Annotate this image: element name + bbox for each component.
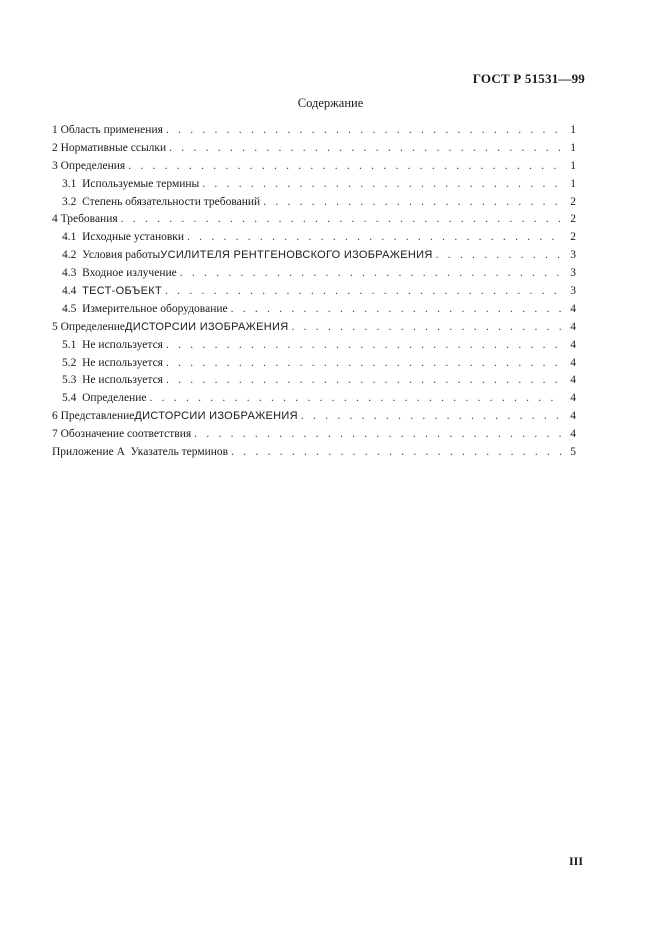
toc-entry-term: УСИЛИТЕЛЯ РЕНТГЕНОВСКОГО ИЗОБРАЖЕНИЯ <box>160 249 433 262</box>
toc-entry-label: Представление <box>60 410 135 423</box>
toc-entry-4-3[interactable] <box>52 265 576 283</box>
dot-leader <box>187 229 562 247</box>
toc-entry-number: 3.2 <box>62 195 77 208</box>
toc-entry-number: 5.2 <box>62 356 77 369</box>
toc-entry-label: Определение <box>60 320 125 333</box>
toc-entry-number: 2 <box>52 141 58 154</box>
toc-entry-page: 4 <box>570 392 576 405</box>
toc-entry-number: Приложение А <box>52 446 125 459</box>
toc-entry-5-3[interactable] <box>52 372 576 390</box>
toc-entry-page: 4 <box>570 410 576 423</box>
toc-entry-label: Область применения <box>60 124 163 136</box>
toc-entry-page: 2 <box>570 213 576 226</box>
toc-entry-page: 1 <box>570 124 576 136</box>
toc-entry-label: Не используется <box>82 338 163 351</box>
toc-entry-term: ДИСТОРСИИ ИЗОБРАЖЕНИЯ <box>134 410 298 423</box>
toc-entry-6[interactable] <box>52 408 576 426</box>
toc-entry-label: Не используется <box>82 374 163 387</box>
toc-entry-number: 4.4 <box>62 285 77 298</box>
dot-leader <box>291 319 562 337</box>
toc-entry-label: Измерительное оборудование <box>82 302 228 315</box>
toc-entry-page: 3 <box>570 267 576 280</box>
dot-leader <box>166 372 562 390</box>
toc-entry-3-1[interactable] <box>52 176 576 194</box>
toc-entry-number: 4.5 <box>62 302 77 315</box>
toc-entry-number: 4 <box>52 213 58 226</box>
toc-entry-number: 3.1 <box>62 177 77 190</box>
dot-leader <box>231 301 562 319</box>
toc-entry-page: 1 <box>570 159 576 172</box>
toc-entry-page: 1 <box>570 141 576 154</box>
toc-entry-5-4[interactable] <box>52 390 576 408</box>
dot-leader <box>202 176 562 194</box>
toc-entry-label: Указатель терминов <box>130 446 229 459</box>
toc-entry-page: 2 <box>570 231 576 244</box>
table-of-contents <box>52 122 576 462</box>
toc-entry-page: 4 <box>570 428 576 441</box>
toc-entry-number: 4.2 <box>62 249 77 262</box>
toc-entry-label: Условия работы <box>82 249 161 262</box>
dot-leader <box>121 211 562 229</box>
dot-leader <box>166 337 562 355</box>
dot-leader <box>301 408 562 426</box>
dot-leader <box>180 265 562 283</box>
dot-leader <box>194 426 562 444</box>
toc-entry-page: 4 <box>570 338 576 351</box>
toc-entry-label: Требования <box>60 213 118 226</box>
document-code: ГОСТ Р 51531—99 <box>472 71 585 86</box>
toc-entry-label: Определение <box>82 392 147 405</box>
toc-entry-page: 4 <box>570 374 576 387</box>
toc-title: Содержание <box>297 96 364 110</box>
toc-entry-label: Определения <box>60 159 126 172</box>
toc-entry-4[interactable] <box>52 211 576 229</box>
toc-entry-number: 4.1 <box>62 231 77 244</box>
toc-entry-page: 3 <box>570 285 576 298</box>
toc-entry-page: 1 <box>570 177 576 190</box>
dot-leader <box>165 283 562 301</box>
toc-entry-3-2[interactable] <box>52 194 576 212</box>
page-number: III <box>568 854 583 868</box>
toc-entry-term: ТЕСТ-ОБЪЕКТ <box>82 285 163 298</box>
toc-entry-label: Используемые термины <box>82 177 200 190</box>
toc-entry-number: 5.4 <box>62 392 77 405</box>
toc-entry-number: 4.3 <box>62 267 77 280</box>
toc-entry-3[interactable] <box>52 158 576 176</box>
toc-entry-label: Степень обязательности требований <box>82 195 261 208</box>
toc-entry-4-2[interactable] <box>52 247 576 265</box>
toc-entry-term: ДИСТОРСИИ ИЗОБРАЖЕНИЯ <box>125 320 289 333</box>
toc-entry-7[interactable] <box>52 426 576 444</box>
toc-entry-page: 3 <box>570 249 576 262</box>
dot-leader <box>231 444 562 462</box>
toc-entry-number: 5 <box>52 320 58 333</box>
toc-entry-5[interactable] <box>52 319 576 337</box>
toc-entry-label: Исходные установки <box>82 231 185 244</box>
toc-entry-page: 5 <box>570 446 576 459</box>
dot-leader <box>263 194 562 212</box>
toc-entry-number: 5.3 <box>62 374 77 387</box>
toc-entry-5-2[interactable] <box>52 355 576 373</box>
toc-entry-number: 7 <box>52 428 58 441</box>
toc-entry-number: 1 <box>52 124 58 136</box>
toc-entry-page: 4 <box>570 302 576 315</box>
toc-entry-label: Входное излучение <box>82 267 177 280</box>
dot-leader <box>166 122 562 140</box>
toc-entry-2[interactable] <box>52 140 576 158</box>
toc-entry-number: 6 <box>52 410 58 423</box>
dot-leader <box>166 355 562 373</box>
toc-entry-1[interactable] <box>52 122 576 140</box>
toc-entry-4-4[interactable] <box>52 283 576 301</box>
toc-entry-number: 3 <box>52 159 58 172</box>
toc-entry-appendix-a[interactable] <box>52 444 576 462</box>
toc-entry-5-1[interactable] <box>52 337 576 355</box>
toc-entry-label: Обозначение соответствия <box>60 428 192 441</box>
toc-entry-label: Нормативные ссылки <box>60 141 167 154</box>
toc-entry-label: Не используется <box>82 356 163 369</box>
toc-entry-page: 4 <box>570 320 576 333</box>
dot-leader <box>169 140 562 158</box>
toc-entry-number: 5.1 <box>62 338 77 351</box>
toc-entry-4-1[interactable] <box>52 229 576 247</box>
toc-entry-page: 4 <box>570 356 576 369</box>
dot-leader <box>436 247 562 265</box>
dot-leader <box>128 158 562 176</box>
toc-entry-page: 2 <box>570 195 576 208</box>
toc-entry-4-5[interactable] <box>52 301 576 319</box>
dot-leader <box>150 390 563 408</box>
